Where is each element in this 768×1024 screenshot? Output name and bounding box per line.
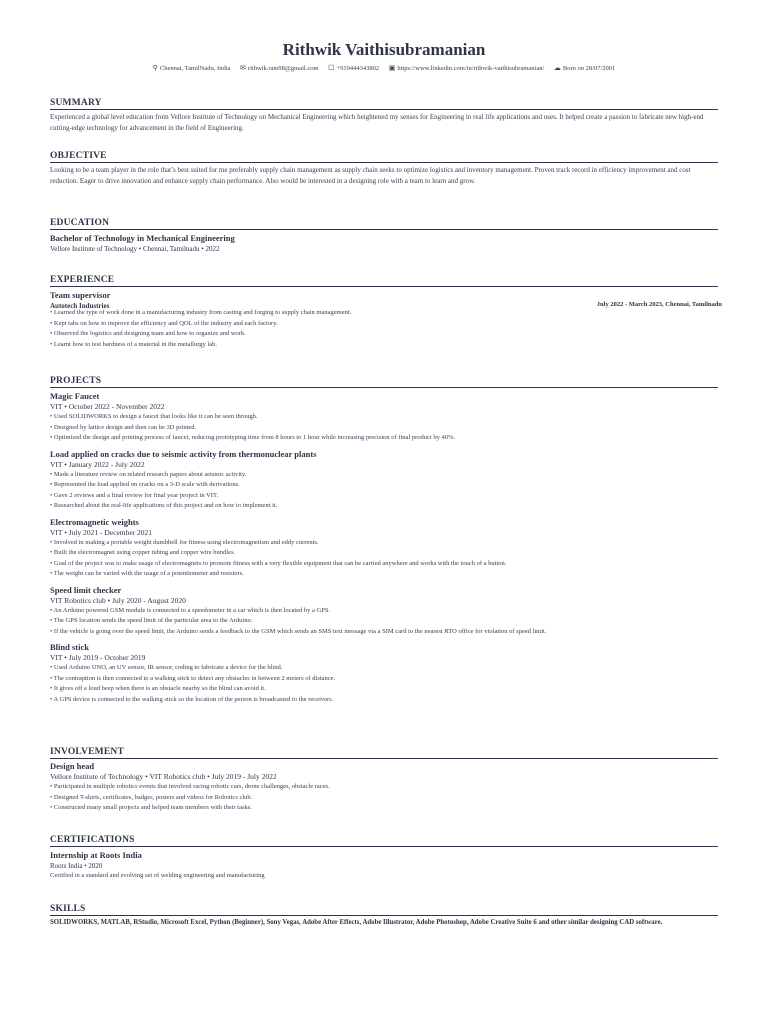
list-item: • Built the electromagnet using copper tubing and copper wire bundles. — [50, 549, 236, 556]
project-name: Electromagnetic weights — [50, 516, 139, 527]
involvement-role: Design head — [50, 761, 95, 771]
certification-org: Roots India • 2020 — [50, 862, 103, 870]
involvement-section — [50, 747, 718, 814]
certification-text: Certified in a standard and evolving set of welding engineering and manufacturing — [50, 872, 265, 879]
contact-bar — [0, 64, 768, 72]
list-item: • It gives off a loud beep when there is an obstacle nearby so the blind can avoid it. — [50, 685, 266, 692]
list-item: • An Arduino powered GSM module is connected to a speedometer in a car which is then located by a GPS. — [50, 606, 331, 614]
objective-section — [50, 151, 718, 186]
skills-text: SOLIDWORKS, MATLAB, RStudio, Microsoft Excel, Python (Beginner), Sony Vegas, Adobe After Effects, Adobe Illustrator, Adobe Photoshop, Adobe Creative Suite 6 and other similar designing CAD software. — [50, 919, 663, 926]
list-item: • Kept tabs on how to improve the efficiency and QOL of the industry and each factory. — [50, 319, 278, 327]
list-item: • If the vehicle is going over the speed limit, the Arduino sends a feedback to the GSM which sends an SMS text message via a SIM card to the nearest RTO office for violation of speed limit. — [50, 627, 547, 635]
list-item: • Made a literature review on related research papers about seismic activity. — [50, 470, 247, 478]
list-item: • Represented the load applied on cracks on a 3-D scale with derivations. — [50, 481, 240, 488]
education-details: Vellore Institute of Technology • Chennai, Tamilnadu • 2022 — [50, 245, 220, 253]
project-name: Magic Faucet — [50, 391, 100, 401]
list-item: • Learned the type of work done in a manufacturing industry from casting and forging to supply chain management. — [50, 309, 352, 316]
list-item: • The contraption is then connected to a walking stick to detect any obstacles in between 2 meters of distance. — [50, 674, 336, 682]
list-item: • Observed the logistics and designing team and how to organize and work. — [50, 330, 246, 337]
contact-location: ⚲ Chennai, TamilNadu, India — [152, 64, 231, 72]
linkedin-icon: ▣ — [388, 64, 396, 72]
education-section — [50, 218, 718, 254]
email-icon: ✉ — [240, 64, 246, 72]
skills-section — [50, 904, 718, 929]
project-item — [50, 517, 718, 580]
project-dates: VIT • January 2022 - July 2022 — [50, 459, 145, 469]
experience-period: July 2022 - March 2023, Chennai, Tamilnadu — [596, 301, 722, 308]
contact-born: ☁ Born on 28/07/2001 — [553, 64, 616, 72]
summary-text: Experienced a global level education from Vellore Institute of Technology on Mechanical Engineering which heightened my senses for Engineering in real life applications and uses. It helped create a passion to fabricate new high-end cutting-edge technology for advancement in the field of Engineering. — [50, 113, 704, 132]
contact-email[interactable]: ✉ rithwik.ram98@gmail.com — [240, 64, 319, 72]
list-item: • A GPS device is connected to the walking stick so the location of the person is broadcasted to the receivers. — [50, 695, 334, 703]
certifications-section — [50, 835, 718, 882]
list-item: • Gave 2 reviews and a final review for final year project in VIT. — [50, 491, 219, 499]
list-item: • Participated in multiple robotics events that involved racing robotic cars, drone challenges, obstacle races. — [50, 783, 330, 790]
project-dates: VIT • July 2021 - December 2021 — [50, 527, 153, 537]
list-item: • Constructed many small projects and helped team members with their tasks. — [50, 804, 252, 811]
list-item: • Involved in making a portable weight dumbbell for fitness using electromagnetism and eddy currents. — [50, 538, 319, 546]
project-item — [50, 449, 718, 512]
list-item: • The weight can be varied with the usage of a potentiometer and resistors. — [50, 570, 244, 577]
list-item: • Designed by lattice design and then can be 3D printed. — [50, 423, 197, 431]
section-title: INVOLVEMENT — [50, 747, 718, 759]
project-name: Load applied on cracks due to seismic activity from thermonuclear plants — [50, 448, 317, 459]
project-item — [50, 642, 718, 705]
section-title: SUMMARY — [50, 98, 718, 110]
project-dates: VIT • July 2019 - October 2019 — [50, 653, 146, 662]
section-title: EXPERIENCE — [50, 275, 718, 287]
project-name: Speed limit checker — [50, 584, 122, 595]
project-dates: VIT • October 2022 - November 2022 — [50, 402, 165, 411]
section-title: OBJECTIVE — [50, 151, 718, 163]
cake-icon: ☁ — [553, 64, 561, 72]
projects-section — [50, 376, 718, 710]
contact-phone[interactable]: ☐ +919444343802 — [328, 64, 380, 72]
list-item: • Researched about the real-life applications of this project and on how to implement it. — [50, 502, 278, 509]
section-title: SKILLS — [50, 904, 718, 916]
candidate-name: Rithwik Vaithisubramanian — [282, 40, 486, 59]
section-title: CERTIFICATIONS — [50, 835, 718, 847]
section-title: PROJECTS — [50, 376, 718, 388]
certification-name: Internship at Roots India — [50, 850, 142, 860]
summary-section — [50, 98, 718, 133]
list-item: • Learnt how to test hardness of a material in the metallurgy lab. — [50, 340, 217, 348]
project-dates: VIT Robotics club • July 2020 - August 2020 — [50, 595, 186, 605]
list-item: • Used SOLIDWORKS to design a faucet that looks like it can be seen through. — [50, 413, 258, 420]
phone-icon: ☐ — [328, 64, 335, 72]
list-item: • The GPS location sends the speed limit of the particular area to the Arduino. — [50, 617, 253, 624]
objective-text: Looking to be a team player in the role that’s best suited for me preferably supply chain management as supply chain seeks to optimize logistics and inventory management. Proven track record in efficiency improvement and cost reduction. Eager to drive innovation and enhance supply chain performance. Also would be interested in a designing role with a team to learn and grow. — [50, 166, 691, 185]
experience-company: Autotech Industries — [50, 302, 110, 310]
degree-title: Bachelor of Technology in Mechanical Engineering — [50, 233, 235, 243]
project-item — [50, 585, 718, 638]
location-pin-icon: ⚲ — [152, 64, 158, 72]
experience-role: Team supervisor — [50, 290, 111, 300]
list-item: • Goal of the project was to make usage of electromagnets to promote fitness with a very flexible equipment that can be carried anywhere and works with the touch of a button. — [50, 559, 507, 567]
list-item: • Used Arduino UNO, an UV sensor, IR sensor, coding to fabricate a device for the blind. — [50, 664, 283, 671]
list-item: • Optimized the design and printing process of faucet, reducing prototyping time from 8 hours to 1 hour while increasing precision of final product by 40%. — [50, 434, 455, 441]
project-item — [50, 391, 718, 444]
list-item: • Designed T-shirts, certificates, badges, posters and videos for Robotics club. — [50, 793, 253, 801]
involvement-dates: Vellore Institute of Technology • VIT Robotics club • July 2019 - July 2022 — [50, 772, 277, 781]
section-title: EDUCATION — [50, 218, 718, 230]
project-name: Blind stick — [50, 642, 89, 652]
experience-section — [50, 275, 722, 350]
contact-linkedin[interactable]: ▣ https://www.linkedin.com/in/rithwik-vaithisubramanian/ — [388, 64, 545, 72]
